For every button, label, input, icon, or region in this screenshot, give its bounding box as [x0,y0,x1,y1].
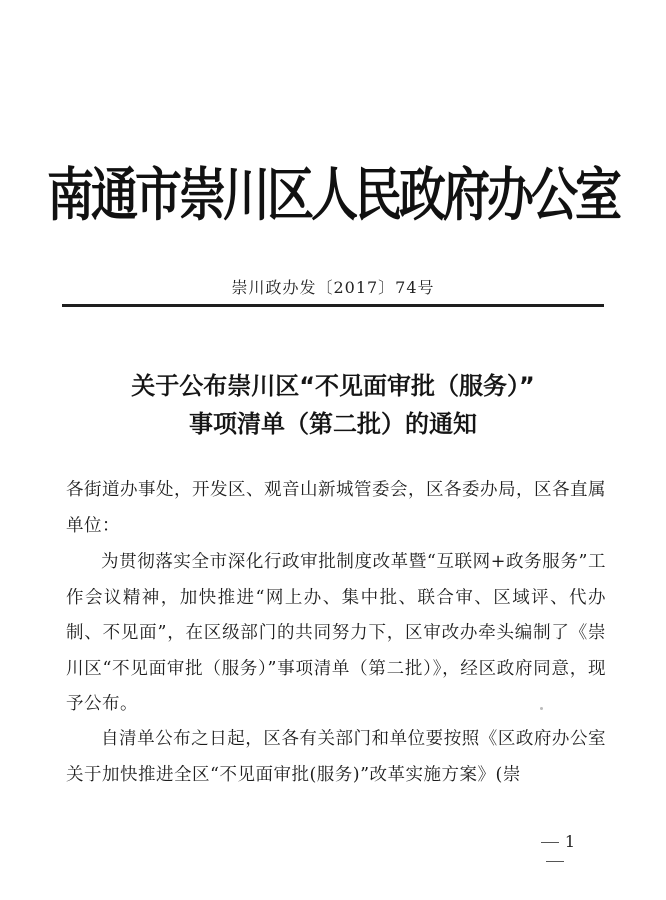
body-paragraph-1: 为贯彻落实全市深化行政审批制度改革暨“互联网+政务服务”工作会议精神，加快推进“网上办、集中批、联合审、区域评、代办制、不见面”，在区级部门的共同努力下，区审改办牵头编制了《崇川区“不见面审批（服务）”事项清单（第二批）》，经区政府同意，现予公布。 [66,552,606,714]
addressee: 各街道办事处，开发区、观音山新城管委会，区各委办局，区各直属单位： [66,480,606,536]
page-number-dash-left [541,842,559,843]
page-number [520,832,590,870]
scan-speck [540,707,543,710]
page-number-dash-right [546,861,564,862]
header-divider [62,304,604,307]
document-number: 崇川政办发〔2017〕74号 [231,278,435,297]
page-number-value: 1 [564,832,576,851]
document-title-line-2: 事项清单（第二批）的通知 [189,410,477,438]
issuer-header: 南通市崇川区人民政府办公室 [47,162,619,230]
body-paragraph-2: 自清单公布之日起，区各有关部门和单位要按照《区政府办公室关于加快推进全区“不见面审批(服务)”改革实施方案》(崇 [66,729,606,785]
document-title-line-1: 关于公布崇川区“不见面审批（服务）” [131,372,535,400]
